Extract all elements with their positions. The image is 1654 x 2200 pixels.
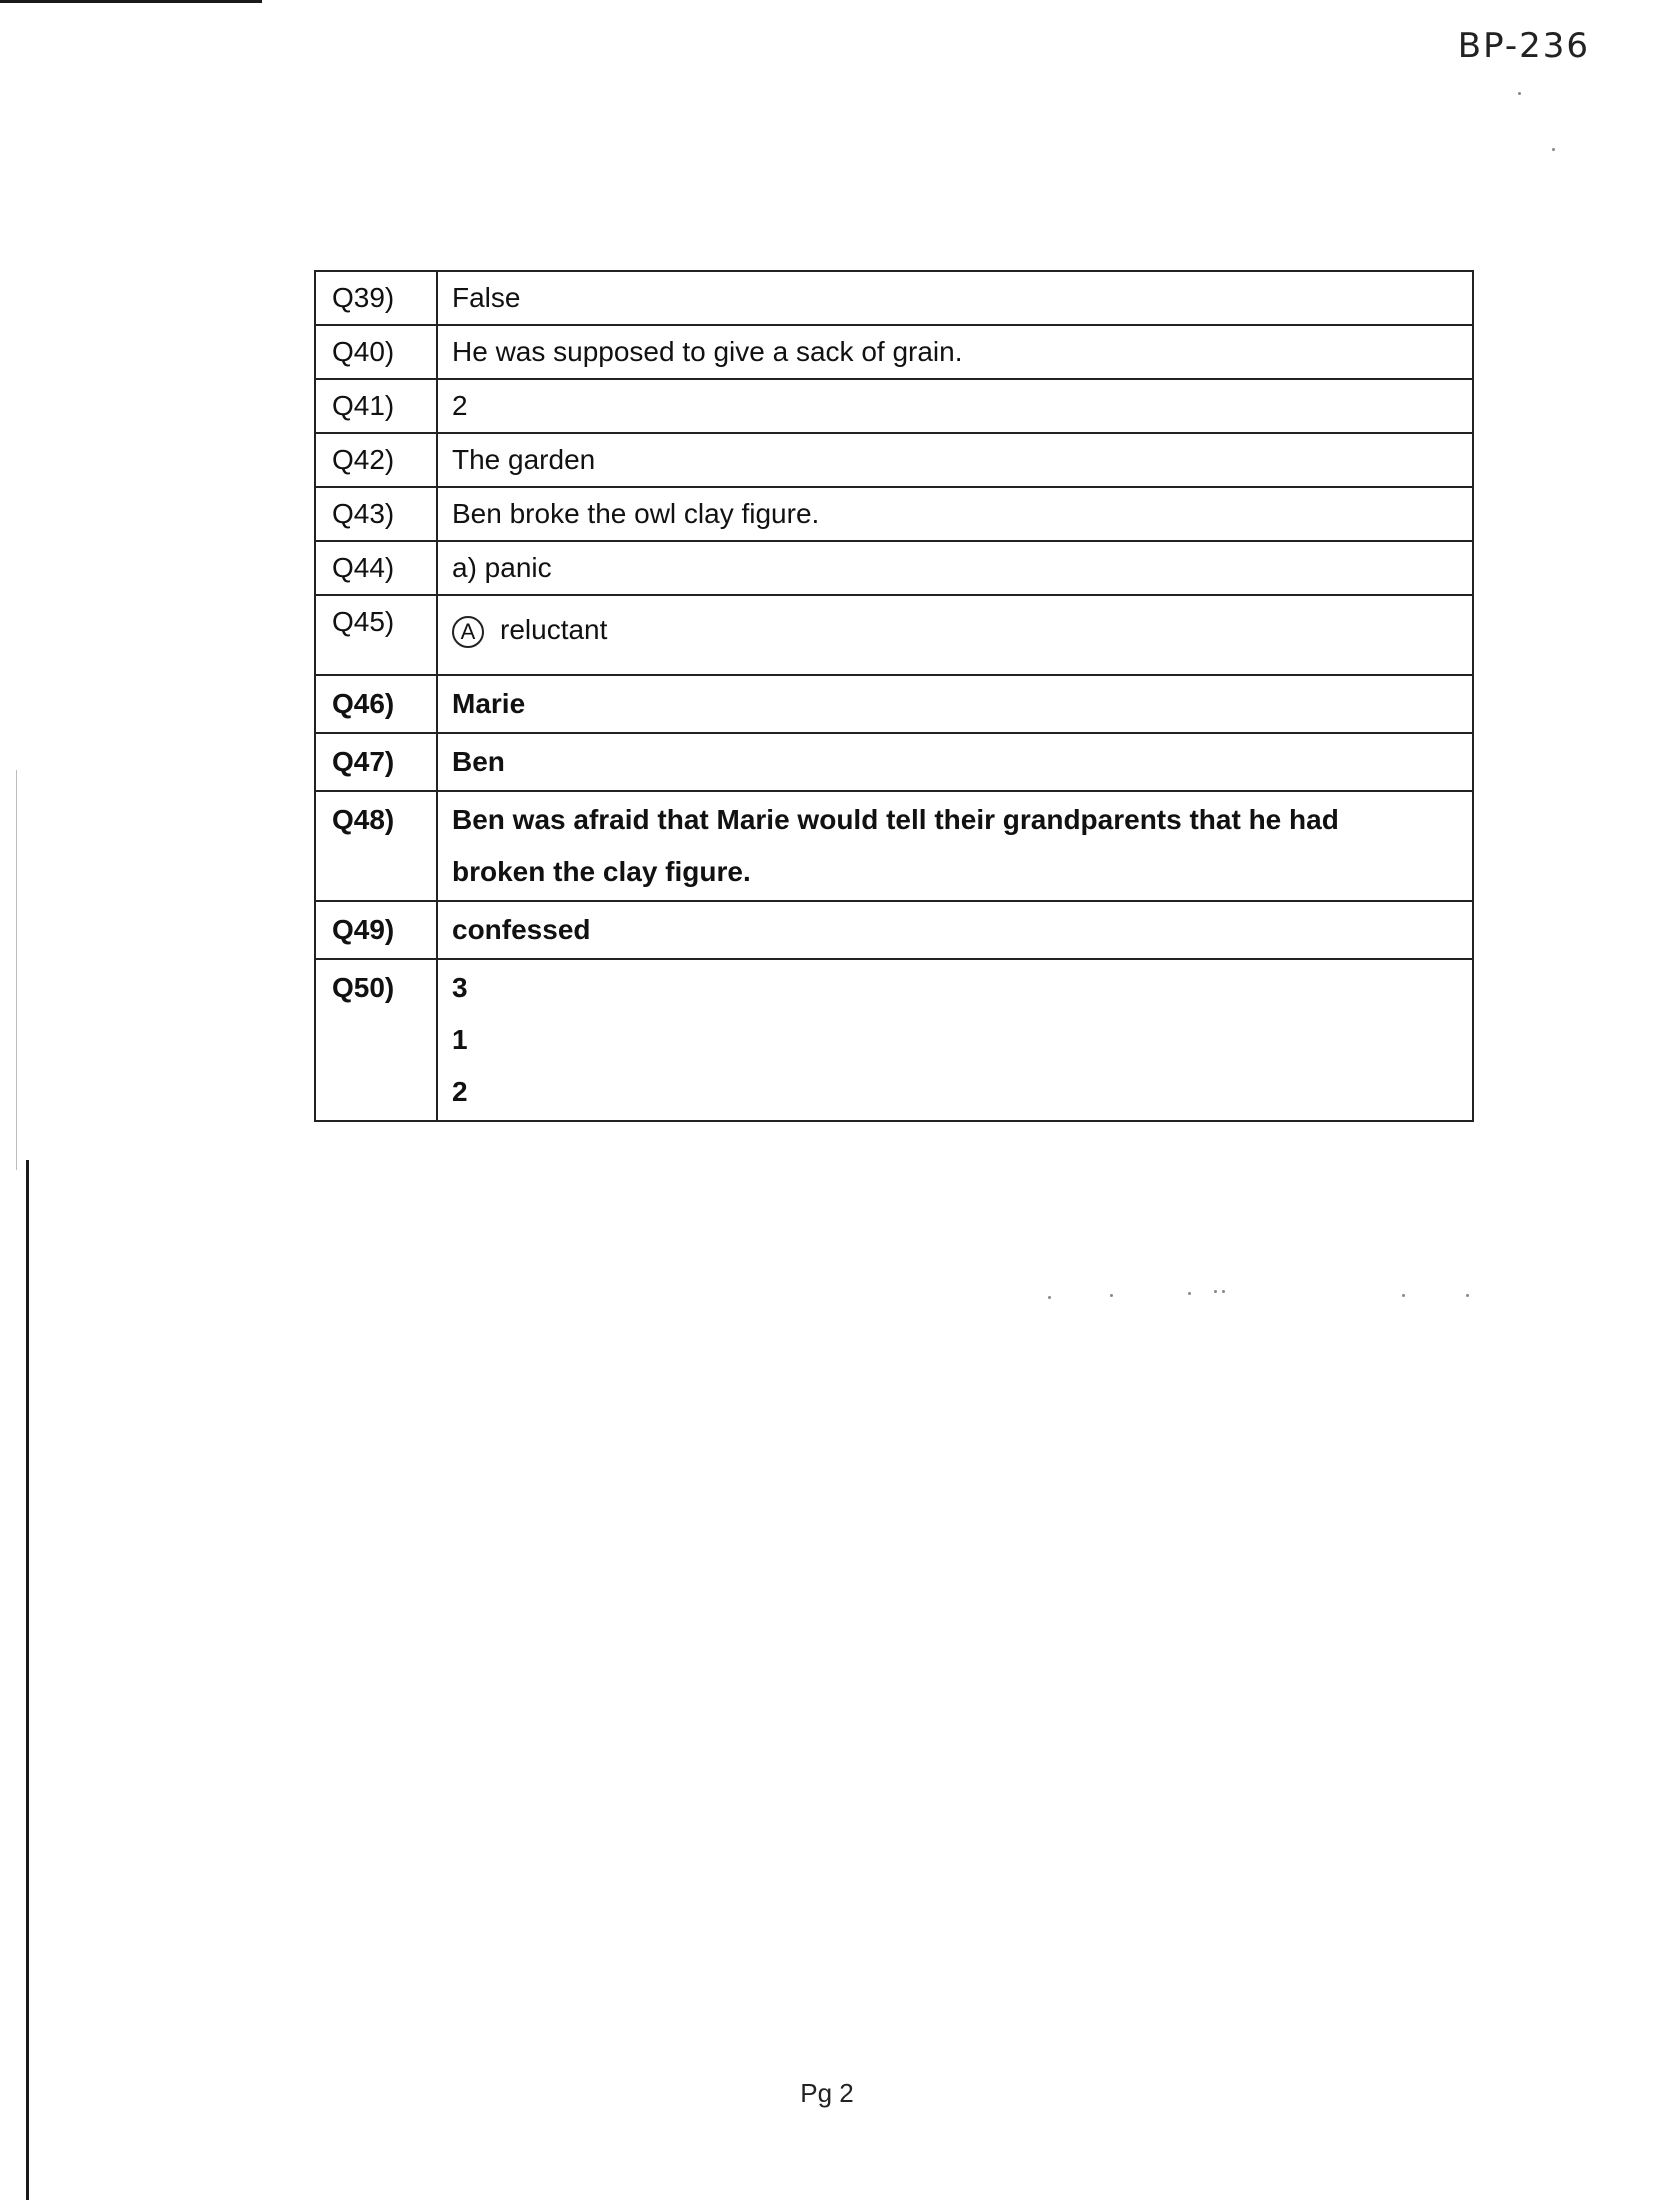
answer-text: 2 bbox=[452, 390, 468, 421]
answer-row bbox=[315, 325, 1473, 379]
answer-cell bbox=[437, 901, 1473, 959]
scan-edge-left bbox=[26, 1160, 29, 2200]
answer-row bbox=[315, 541, 1473, 595]
question-number: Q49) bbox=[315, 901, 437, 959]
document-code: BP-236 bbox=[1457, 26, 1590, 66]
circled-option-mark: A bbox=[452, 616, 484, 648]
scan-edge-left-faint bbox=[16, 770, 17, 1170]
question-number: Q42) bbox=[315, 433, 437, 487]
answer-text bbox=[452, 612, 1460, 648]
question-number: Q41) bbox=[315, 379, 437, 433]
answer-text: 3 bbox=[452, 972, 468, 1003]
answer-cell bbox=[437, 271, 1473, 325]
question-number: Q47) bbox=[315, 733, 437, 791]
answer-cell bbox=[437, 959, 1473, 1121]
question-number: Q50) bbox=[315, 959, 437, 1121]
answer-cell bbox=[437, 791, 1473, 901]
answer-text: The garden bbox=[452, 444, 596, 475]
answer-cell bbox=[437, 733, 1473, 791]
question-number: Q46) bbox=[315, 675, 437, 733]
answer-row bbox=[315, 379, 1473, 433]
answer-cell bbox=[437, 487, 1473, 541]
answer-text: Ben bbox=[452, 746, 505, 777]
answer-text: broken the clay figure. bbox=[452, 856, 751, 887]
answer-row bbox=[315, 271, 1473, 325]
answer-row bbox=[315, 675, 1473, 733]
question-number: Q48) bbox=[315, 791, 437, 901]
answer-text: False bbox=[452, 282, 521, 313]
answer-text: Ben broke the owl clay figure. bbox=[452, 498, 820, 529]
answer-row bbox=[315, 595, 1473, 675]
answer-row bbox=[315, 733, 1473, 791]
answer-row bbox=[315, 487, 1473, 541]
answer-cell bbox=[437, 595, 1473, 675]
answer-row bbox=[315, 959, 1473, 1121]
answer-text: 2 bbox=[452, 1076, 468, 1107]
question-number: Q43) bbox=[315, 487, 437, 541]
page-number: Pg 2 bbox=[800, 2078, 854, 2108]
question-number: Q44) bbox=[315, 541, 437, 595]
answer-cell bbox=[437, 379, 1473, 433]
answer-cell bbox=[437, 433, 1473, 487]
question-number: Q45) bbox=[315, 595, 437, 675]
answer-row bbox=[315, 433, 1473, 487]
scan-edge-top bbox=[0, 0, 262, 3]
question-number: Q39) bbox=[315, 271, 437, 325]
answer-text: a) panic bbox=[452, 552, 552, 583]
answer-text: He was supposed to give a sack of grain. bbox=[452, 336, 963, 367]
answer-text: Ben was afraid that Marie would tell their grandparents that he had bbox=[452, 804, 1339, 835]
answer-row bbox=[315, 791, 1473, 901]
answer-text: Marie bbox=[452, 688, 526, 719]
answer-key-table bbox=[314, 270, 1474, 1122]
answer-cell bbox=[437, 325, 1473, 379]
answer-text: confessed bbox=[452, 914, 591, 945]
question-number: Q40) bbox=[315, 325, 437, 379]
answer-text: 1 bbox=[452, 1024, 468, 1055]
answer-row bbox=[315, 901, 1473, 959]
answer-text-value: reluctant bbox=[500, 614, 608, 645]
answer-cell bbox=[437, 541, 1473, 595]
answer-cell bbox=[437, 675, 1473, 733]
